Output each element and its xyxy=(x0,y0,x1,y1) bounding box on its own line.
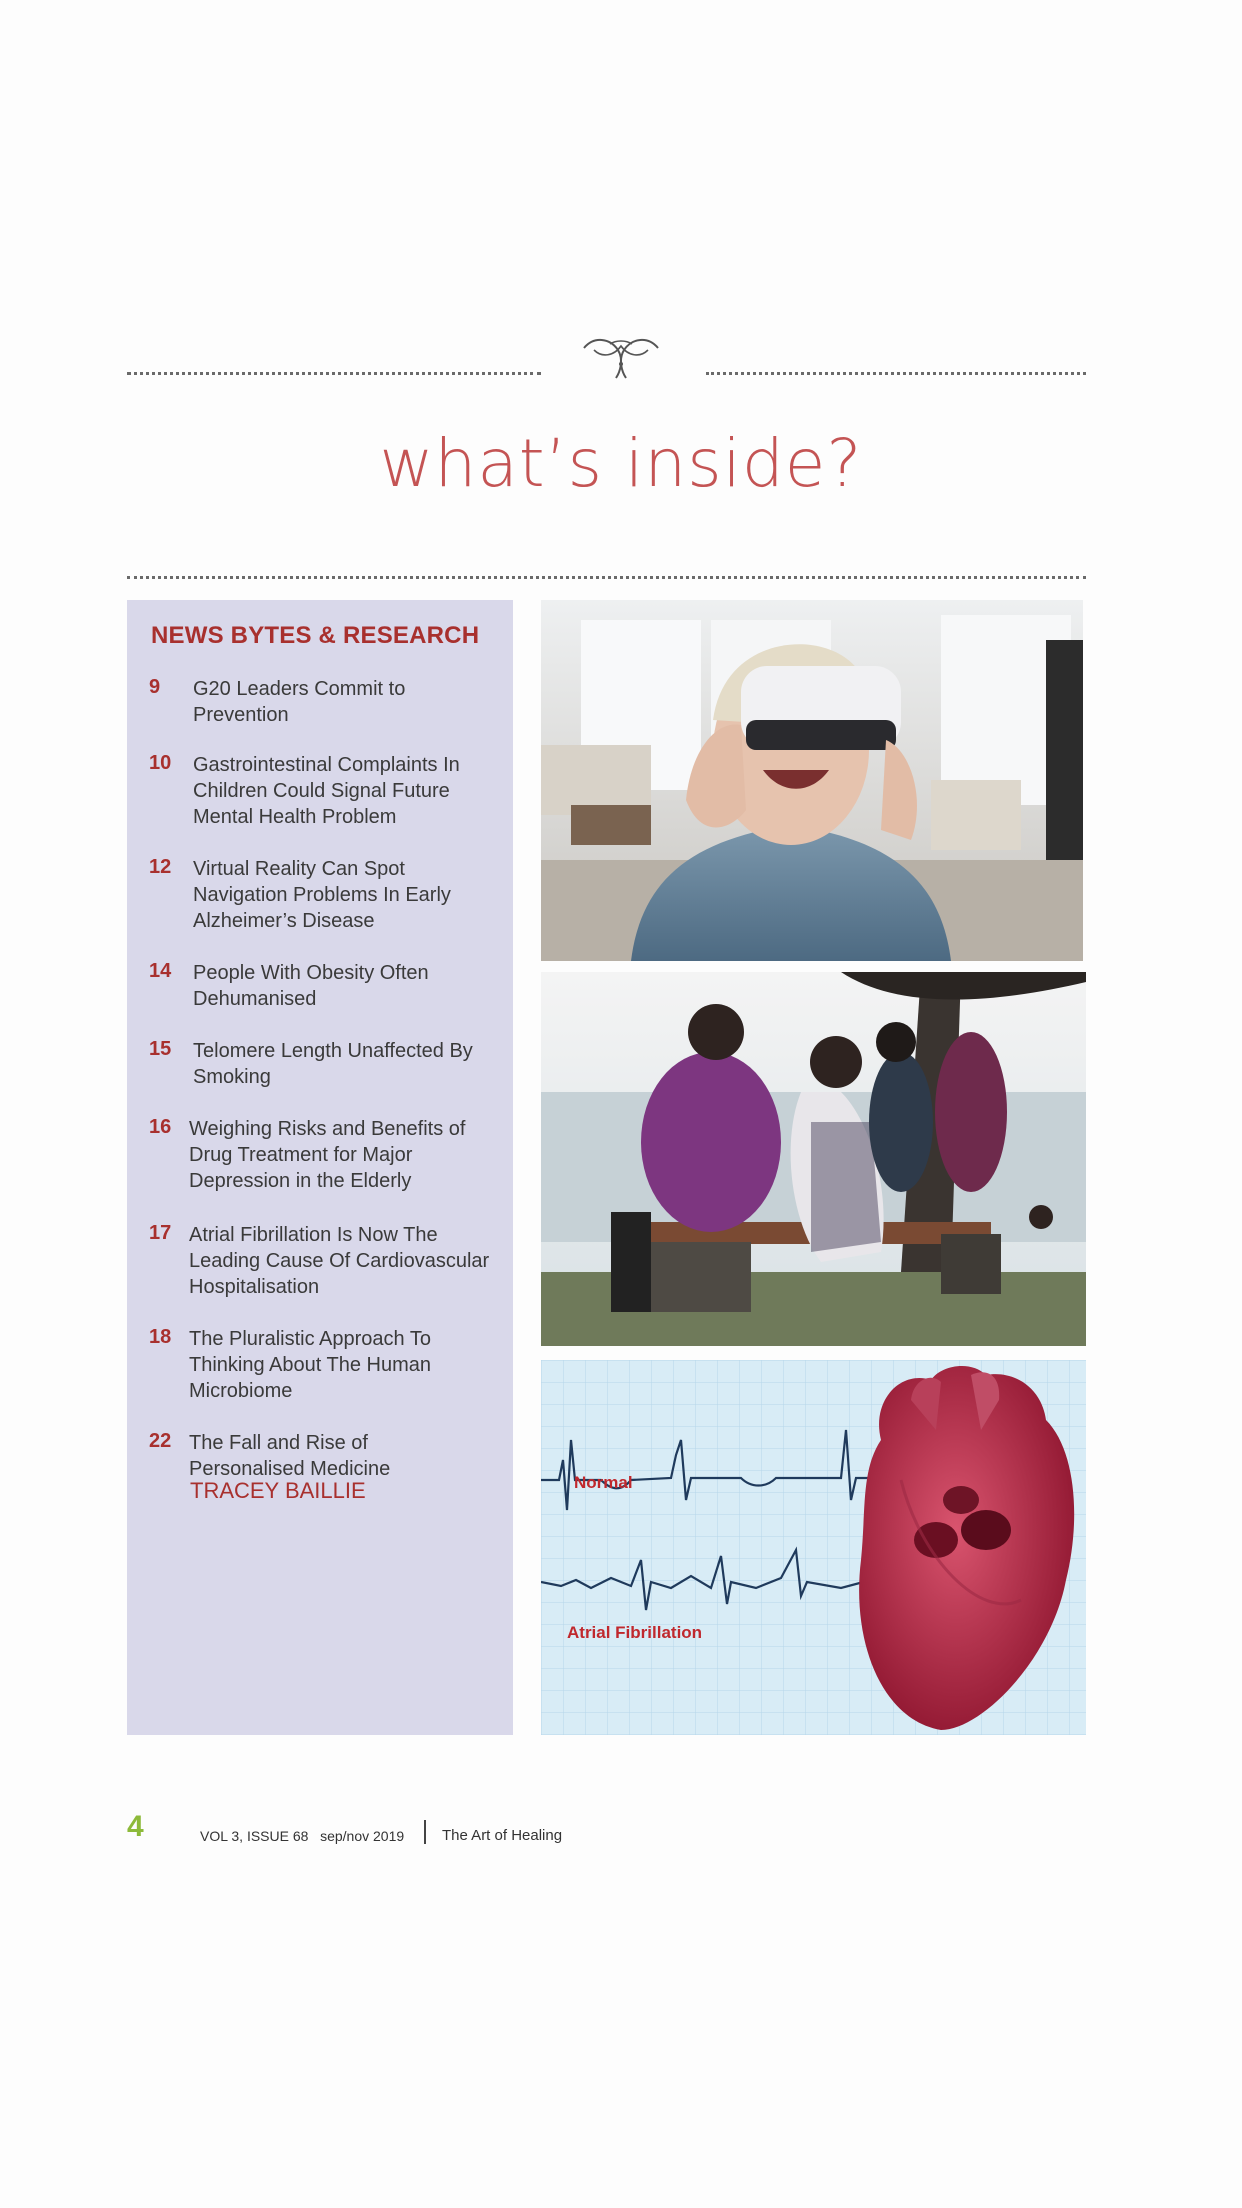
item-title: Atrial Fibrillation Is Now The Leading Cause Of Cardiovascular Hospitalisation xyxy=(189,1224,490,1298)
section-heading: NEWS BYTES & RESEARCH xyxy=(151,622,480,649)
item-page-number: 14 xyxy=(149,960,172,982)
item-page-number: 22 xyxy=(149,1430,172,1452)
page-number: 4 xyxy=(127,1810,144,1843)
title-rule xyxy=(127,576,1086,579)
item-title: Virtual Reality Can Spot Navigation Problems In Early Alzheimer’s Disease xyxy=(193,858,451,932)
item-page-number: 17 xyxy=(149,1222,172,1244)
issue-info: VOL 3, ISSUE 68 sep/nov 2019 xyxy=(200,1828,405,1844)
top-rule-left xyxy=(127,372,541,375)
footer-divider xyxy=(424,1820,426,1844)
item-title: People With Obesity Often Dehumanised xyxy=(193,962,429,1010)
page-title: what’s inside? xyxy=(379,425,863,502)
item-title: G20 Leaders Commit to Prevention xyxy=(193,678,406,726)
item-title: Telomere Length Unaffected By Smoking xyxy=(193,1040,473,1088)
item-page-number: 12 xyxy=(149,856,172,878)
magazine-name: The Art of Healing xyxy=(442,1827,563,1844)
item-title: Gastrointestinal Complaints In Children Could Signal Future Mental Health Problem xyxy=(193,754,460,828)
vr-headset-photo xyxy=(541,600,1083,961)
item-title: The Fall and Rise of Personalised Medicine xyxy=(189,1432,391,1480)
ecg-label-atrial-fibrillation: Atrial Fibrillation xyxy=(567,1623,703,1642)
item-page-number: 16 xyxy=(149,1116,172,1138)
item-page-number: 18 xyxy=(149,1326,172,1348)
item-page-number: 10 xyxy=(149,752,172,774)
heart-ecg-illustration xyxy=(541,1360,1086,1735)
flourish-ornament-icon xyxy=(580,328,662,384)
item-page-number: 15 xyxy=(149,1038,172,1060)
author-name: TRACEY BAILLIE xyxy=(190,1478,366,1503)
item-title: The Pluralistic Approach To Thinking About The Human Microbiome xyxy=(189,1328,432,1402)
contents-panel xyxy=(127,600,513,1735)
people-on-bench-photo xyxy=(541,972,1086,1346)
top-rule-right xyxy=(706,372,1086,375)
item-page-number: 9 xyxy=(149,676,161,698)
item-title: Weighing Risks and Benefits of Drug Treatment for Major Depression in the Elderly xyxy=(189,1118,466,1192)
ecg-label-normal: Normal xyxy=(574,1473,633,1492)
